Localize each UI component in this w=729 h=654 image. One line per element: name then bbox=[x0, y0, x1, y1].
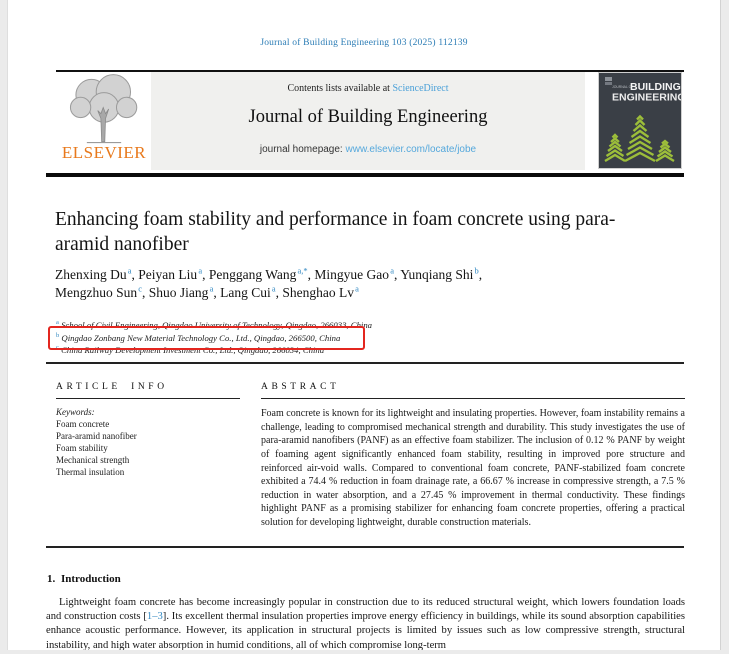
affiliation-a: $^a$ School of Civil Engineering, Qingdao University of Technology, Qingdao, 266033, China bbox=[56, 319, 373, 330]
keyword-item: Para-aramid nanofiber bbox=[56, 431, 137, 442]
affiliation-c: $^c$ China Railway Development Investment Co., Ltd., Qingdao, 266034, China bbox=[56, 344, 325, 355]
homepage-prefix: journal homepage: bbox=[259, 144, 346, 155]
affiliation-b: $^b$ Qingdao Zonbang New Material Technology Co., Ltd., Qingdao, 266500, China bbox=[56, 331, 341, 343]
journal-title: Journal of Building Engineering bbox=[248, 107, 488, 127]
abstract-section bbox=[261, 382, 685, 530]
contents-prefix: Contents lists available at bbox=[287, 83, 393, 94]
author-affil-marker: a,* bbox=[297, 265, 308, 276]
author-affil-marker: a bbox=[198, 265, 203, 276]
abstract-text: Foam concrete is known for its lightweight and insulating properties. However, foam instability remains a challenge, leading to compromised mechanical strength and durability. This study investigates the use of para-aramid nanofibers (PANF) as an effective foam stabilizer. The inclusion of 0.12 % PANF by weight of foaming agent significantly enhanced foam stability, resulting in improved pore structure and reinforced air-void walls. Compared to conventional foam concrete, PANF-stabilized foam concrete exhibited a 74.4 % reduction in foam drainage rate, a 66.67 % increase in compressive strength, a 7.5 % reduction in water absorption, and a 27.45 % improvement in thermal conductivity. These findings highlight PANF as a promising stabilizer for enhancing foam concrete properties, offering a practical solution for developing lightweight, durable construction materials. bbox=[261, 408, 685, 528]
abstract-heading-rule bbox=[261, 398, 685, 399]
citation-link[interactable]: 1–3 bbox=[146, 611, 163, 623]
keyword-item: Foam concrete bbox=[56, 419, 110, 430]
author: Penggang Wang $^{a,*}$, bbox=[208, 265, 315, 282]
intro-text: Lightweight foam concrete has become increasingly popular in construction due to its reduced structural weight, which lowers foundation loads and construction costs bbox=[46, 597, 685, 623]
elsevier-wordmark: ELSEVIER bbox=[61, 143, 147, 162]
author-list bbox=[55, 266, 645, 302]
article-info-heading-rule bbox=[56, 398, 240, 399]
author-affil-marker: a bbox=[127, 265, 132, 276]
introduction-heading: 1. Introduction bbox=[47, 573, 121, 585]
author-affil-marker: b bbox=[474, 265, 479, 276]
citation-bracket: [ bbox=[143, 611, 147, 623]
author-affil-marker: a bbox=[209, 283, 214, 294]
keywords-label: Keywords: bbox=[56, 407, 95, 418]
sciencedirect-link[interactable]: ScienceDirect bbox=[392, 83, 449, 94]
affiliation-list bbox=[56, 319, 656, 357]
elsevier-logo bbox=[54, 73, 154, 170]
cover-title-line2: ENGINEERING bbox=[612, 91, 681, 104]
journal-reference-link[interactable]: Journal of Building Engineering 103 (2025) 112139 bbox=[260, 38, 468, 48]
elsevier-tree-icon bbox=[54, 73, 154, 145]
author: Mengzhuo Sun $^c$, bbox=[55, 283, 149, 300]
author-affil-marker: c bbox=[138, 283, 143, 294]
journal-banner bbox=[151, 72, 585, 170]
cover-title-line1: BUILDING bbox=[630, 81, 681, 93]
pdf-page bbox=[7, 0, 721, 650]
author: Shenghao Lv $^a$ bbox=[282, 283, 359, 300]
author: Peiyan Liu $^a$, bbox=[138, 265, 209, 282]
contents-line bbox=[151, 83, 585, 94]
keyword-item: Thermal insulation bbox=[56, 467, 125, 478]
author: Lang Cui $^a$, bbox=[220, 283, 283, 300]
homepage-line bbox=[151, 144, 585, 155]
homepage-url-link[interactable]: www.elsevier.com/locate/jobe bbox=[345, 144, 477, 155]
intro-text: . Its excellent thermal insulation properties improve energy efficiency in buildings, while its sound absorption capabilities enhance acoustic performance. However, its application in structural projects is limited by issues such as low compressive strength, structural instability, and high water absorption in humid conditions, all of which compromise long-term bbox=[46, 611, 685, 650]
citation-bracket: ] bbox=[162, 611, 167, 623]
introduction-paragraph bbox=[46, 596, 685, 650]
article-info-section bbox=[56, 382, 243, 478]
author: Zhenxing Du $^a$, bbox=[55, 265, 139, 282]
article-info-heading: ARTICLE INFO bbox=[56, 382, 168, 392]
cover-emblem-icon bbox=[605, 77, 612, 85]
abstract-heading: ABSTRACT bbox=[261, 382, 340, 392]
author: Yunqiang Shi $^b$, bbox=[400, 265, 483, 282]
keyword-item: Foam stability bbox=[56, 443, 108, 454]
author: Mingyue Gao $^a$, bbox=[314, 265, 401, 282]
info-abstract-bottom-rule bbox=[46, 546, 684, 548]
cover-kicker-text: JOURNAL OF bbox=[612, 85, 634, 89]
article-title: Enhancing foam stability and performance in foam concrete using para-aramid nanofiber bbox=[55, 209, 616, 255]
keyword-item: Mechanical strength bbox=[56, 455, 130, 466]
author: Shuo Jiang $^a$, bbox=[148, 283, 221, 300]
author-affil-marker: a bbox=[390, 265, 394, 276]
header-bottom-rule bbox=[46, 173, 684, 177]
info-abstract-top-rule bbox=[46, 362, 684, 364]
journal-cover-image bbox=[598, 72, 682, 169]
author-affil-marker: a bbox=[271, 283, 276, 294]
author-affil-marker: a bbox=[355, 283, 359, 294]
